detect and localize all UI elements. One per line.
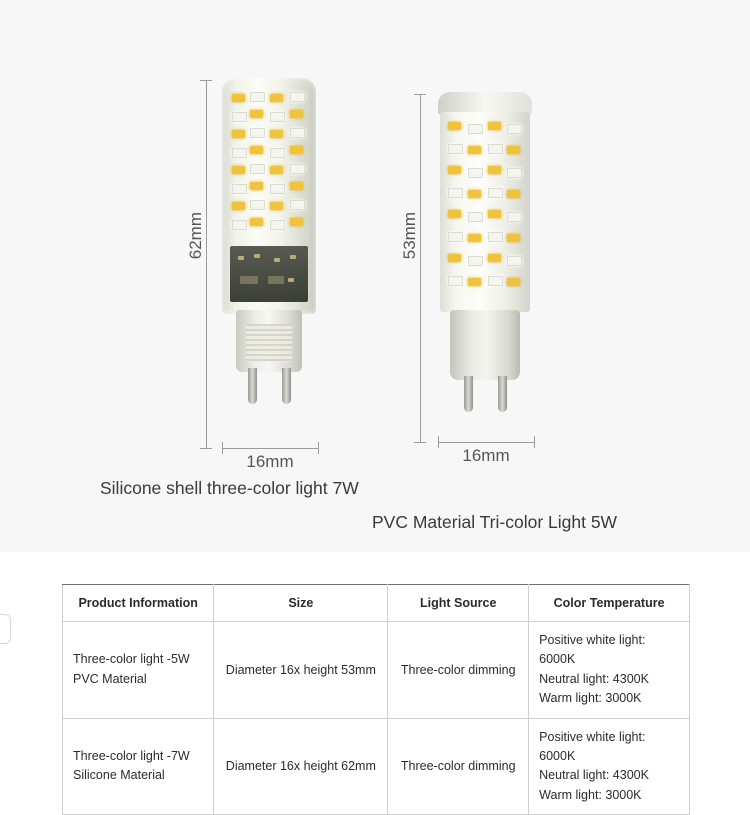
spec-table <box>62 584 690 815</box>
cell-product-information <box>63 622 214 719</box>
spec-table-wrapper <box>62 584 690 815</box>
dimension-tick <box>318 442 319 454</box>
table-header-row <box>63 585 690 622</box>
g9-pin-left <box>464 376 473 412</box>
dimension-tick <box>414 442 426 443</box>
table-row <box>63 718 690 815</box>
right-product-caption: PVC Material Tri-color Light 5W <box>372 512 618 532</box>
width-dimension-line-right <box>438 442 534 443</box>
table-row <box>63 622 690 719</box>
left-width-label: 16mm <box>246 452 294 471</box>
g9-pin-right <box>498 376 507 412</box>
dimension-tick <box>200 448 212 449</box>
cell-size: Diameter 16x height 53mm <box>214 622 388 719</box>
left-product-caption: Silicone shell three-color light 7W <box>100 478 359 498</box>
temperature-warm: Warm light: 3000K <box>539 691 642 706</box>
product-name: Three-color light -7W <box>73 748 190 763</box>
driver-board <box>230 246 308 302</box>
silicone-bulb-image <box>222 78 316 378</box>
product-material: Silicone Material <box>73 768 165 783</box>
left-height-label: 62mm <box>186 212 205 260</box>
column-header-product-information: Product Information <box>63 585 214 622</box>
cell-color-temperature <box>529 718 690 815</box>
g9-pin-right <box>282 368 291 404</box>
temperature-positive-white: Positive white light: 6000K <box>539 633 646 667</box>
page-edge-mark <box>0 614 11 644</box>
pvc-bulb-cap <box>438 92 532 114</box>
base-ridges <box>246 324 292 362</box>
right-width-label: 16mm <box>462 446 510 465</box>
dimension-tick <box>534 436 535 448</box>
temperature-neutral: Neutral light: 4300K <box>539 671 649 686</box>
g9-pin-left <box>248 368 257 404</box>
column-header-light-source: Light Source <box>388 585 529 622</box>
cell-light-source: Three-color dimming <box>388 718 529 815</box>
dimension-tick <box>200 80 212 81</box>
width-dimension-line-left <box>222 448 318 449</box>
temperature-neutral: Neutral light: 4300K <box>539 768 649 783</box>
cell-product-information <box>63 718 214 815</box>
pvc-bulb-image <box>438 92 532 392</box>
product-material: PVC Material <box>73 671 147 686</box>
height-dimension-line-left <box>206 80 207 448</box>
product-name: Three-color light -5W <box>73 652 190 667</box>
temperature-warm: Warm light: 3000K <box>539 787 642 802</box>
column-header-size: Size <box>214 585 388 622</box>
height-dimension-line-right <box>420 94 421 442</box>
dimension-tick <box>414 94 426 95</box>
pvc-bulb-base <box>450 310 520 380</box>
cell-color-temperature <box>529 622 690 719</box>
cell-size: Diameter 16x height 62mm <box>214 718 388 815</box>
cell-light-source: Three-color dimming <box>388 622 529 719</box>
pvc-led-array <box>448 122 522 292</box>
column-header-color-temperature: Color Temperature <box>529 585 690 622</box>
temperature-positive-white: Positive white light: 6000K <box>539 729 646 763</box>
silicone-led-array <box>230 90 308 240</box>
right-height-label: 53mm <box>400 212 419 260</box>
